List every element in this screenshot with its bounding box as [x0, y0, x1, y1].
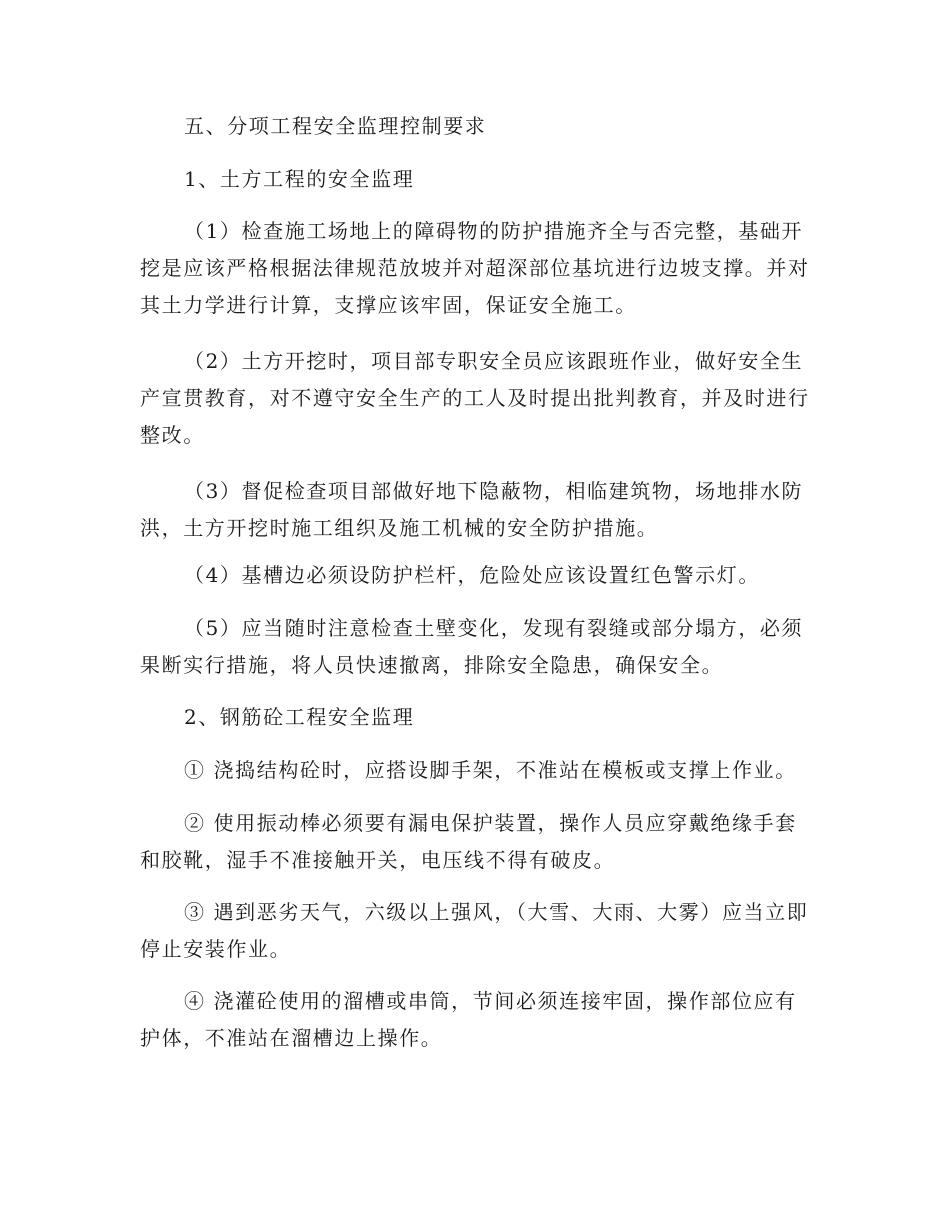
section1-item-3: （3）督促检查项目部做好地下隐蔽物，相临建筑物，场地排水防洪，土方开挖时施工组织及施工机械的安全防护措施。 — [140, 479, 804, 540]
section-heading: 五、分项工程安全监理控制要求 — [184, 114, 487, 138]
section1-title: 1、土方工程的安全监理 — [184, 167, 415, 191]
section2-title: 2、钢筋砼工程安全监理 — [184, 705, 415, 729]
section2-item-3: ③ 遇到恶劣天气，六级以上强风，（大雪、大雨、大雾）应当立即停止安装作业。 — [140, 900, 809, 961]
section1-item-4: （4）基槽边必须设防护栏杆，危险处应该设置红色警示灯。 — [184, 563, 760, 587]
section2-item-4: ④ 浇灌砼使用的溜槽或串筒，节间必须连接牢固，操作部位应有护体，不准站在溜槽边上操作。 — [140, 989, 797, 1050]
section1-item-5: （5）应当随时注意检查土壁变化，发现有裂缝或部分塌方，必须果断实行措施，将人员快速撤离，排除安全隐患，确保安全。 — [140, 616, 804, 677]
section2-item-1: ① 浇捣结构砼时，应搭设脚手架，不准站在模板或支撑上作业。 — [184, 758, 797, 782]
section1-item-2: （2）土方开挖时，项目部专职安全员应该跟班作业，做好安全生产宣贯教育，对不遵守安全生产的工人及时提出批判教育，并及时进行整改。 — [140, 349, 810, 447]
section1-item-1: （1）检查施工场地上的障碍物的防护措施齐全与否完整，基础开挖是应该严格根据法律规范放坡并对超深部位基坑进行边坡支撑。并对其土力学进行计算，支撑应该牢固，保证安全施工。 — [140, 219, 810, 317]
section2-item-2: ② 使用振动棒必须要有漏电保护装置，操作人员应穿戴绝缘手套和胶靴，湿手不准接触开关，电压线不得有破皮。 — [140, 811, 797, 872]
